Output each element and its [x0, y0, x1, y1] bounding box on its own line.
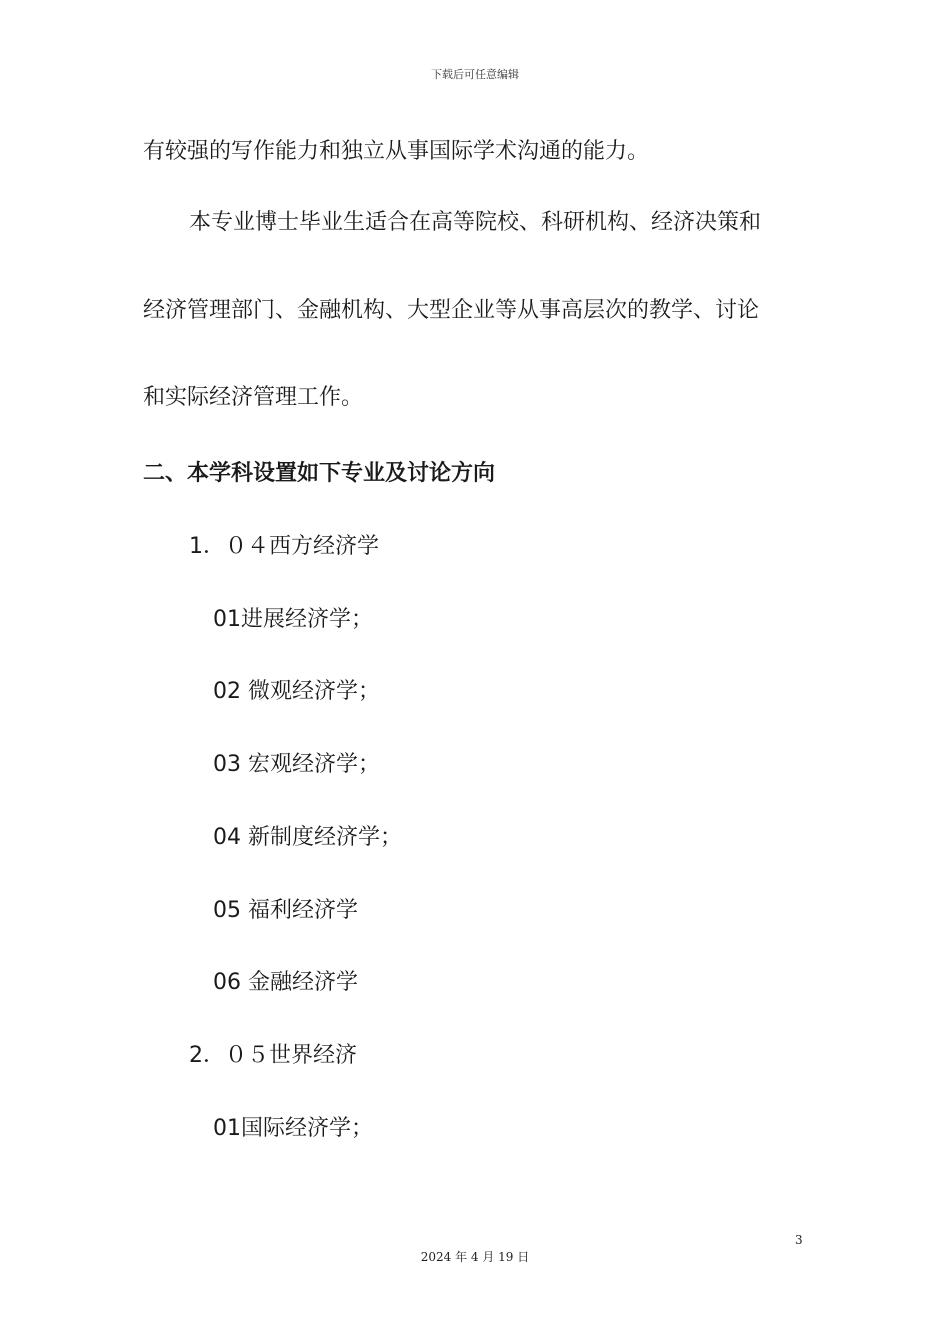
- paragraph-line: 经济管理部门、金融机构、大型企业等从事高层次的教学、讨论: [143, 298, 760, 323]
- direction-item: 03 宏观经济学；: [213, 752, 380, 777]
- direction-item: 01进展经济学；: [213, 607, 373, 632]
- page-number: 3: [795, 1233, 803, 1247]
- direction-item: 06 金融经济学: [213, 970, 358, 995]
- paragraph-line: 有较强的写作能力和独立从事国际学术沟通的能力。: [143, 139, 650, 164]
- major-title: 1．０４西方经济学: [189, 534, 379, 559]
- page-footer-date: 2024 年 4 月 19 日: [420, 1250, 530, 1264]
- paragraph-line: 和实际经济管理工作。: [143, 385, 364, 410]
- page-header: 下载后可任意编辑: [431, 68, 519, 81]
- section-heading: 二、本学科设置如下专业及讨论方向: [143, 461, 496, 486]
- direction-item: 05 福利经济学: [213, 898, 358, 923]
- paragraph-line: 本专业博士毕业生适合在高等院校、科研机构、经济决策和: [189, 210, 762, 235]
- direction-item: 01国际经济学；: [213, 1116, 373, 1141]
- direction-item: 04 新制度经济学；: [213, 825, 402, 850]
- major-title: 2．０５世界经济: [189, 1043, 357, 1068]
- direction-item: 02 微观经济学；: [213, 679, 380, 704]
